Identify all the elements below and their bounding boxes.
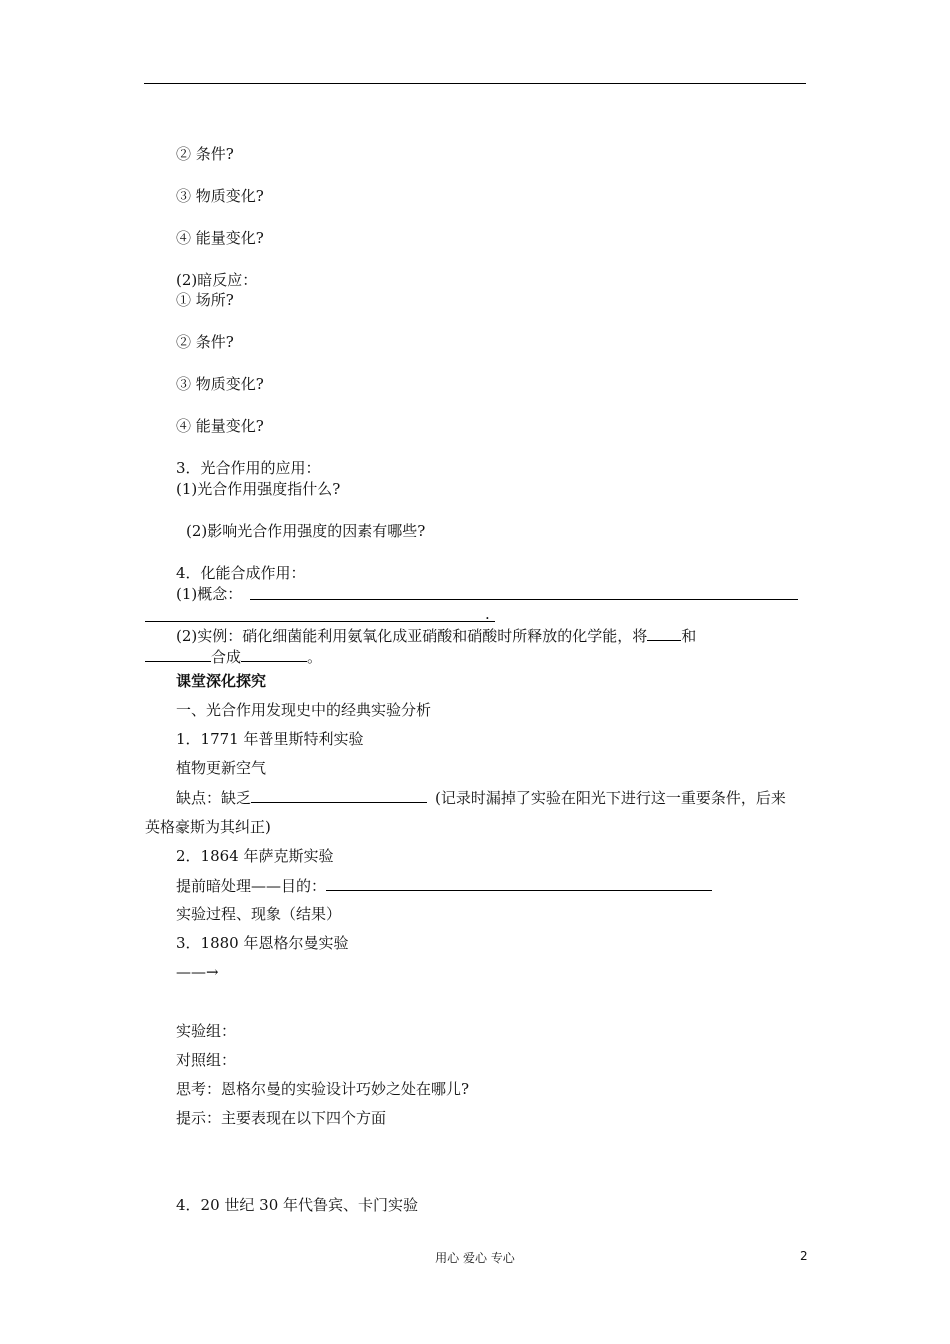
example-prefix: (2)实例：硝化细菌能利用氨氧化成亚硝酸和硝酸时所释放的化学能，将 [176, 627, 648, 645]
example-and: 和 [681, 627, 697, 645]
pretreatment-blank[interactable] [326, 876, 712, 891]
application-heading: 3．光合作用的应用： [176, 459, 321, 477]
experimental-group: 实验组： [176, 1022, 237, 1040]
example-synthesize: 合成 [211, 648, 242, 666]
page-footer: 用心 爱心 专心 [435, 1251, 515, 1265]
exp-engelmann-heading: 3．1880 年恩格尔曼实验 [176, 934, 349, 952]
q-matter-change-1: ③ 物质变化? [176, 187, 264, 205]
q-factors: (2)影响光合作用强度的因素有哪些? [186, 522, 426, 540]
q-condition-2: ② 条件? [176, 333, 234, 351]
pretreatment-label: 提前暗处理——目的： [176, 877, 327, 895]
think-question: 思考：恩格尔曼的实验设计巧妙之处在哪儿? [176, 1080, 470, 1098]
page-number: 2 [800, 1249, 808, 1263]
control-group: 对照组： [176, 1051, 237, 1069]
example-end: 。 [307, 648, 323, 666]
exp-priestley-heading: 1．1771 年普里斯特利实验 [176, 730, 364, 748]
q-matter-change-2: ③ 物质变化? [176, 375, 264, 393]
example-text [176, 626, 696, 645]
dark-pretreatment [176, 876, 712, 895]
example-blank-3[interactable] [241, 647, 307, 662]
example-blank-2[interactable] [145, 647, 211, 662]
flaw-label: 缺点：缺乏 [176, 789, 252, 807]
flaw-note-continued: 英格豪斯为其纠正) [145, 818, 271, 836]
q-location-2: ① 场所? [176, 291, 234, 309]
arrow-icon: ——→ [176, 963, 219, 981]
header-rule [144, 83, 806, 84]
section-title-deepen: 课堂深化探究 [176, 672, 267, 690]
hint-text: 提示：主要表现在以下四个方面 [176, 1109, 387, 1127]
section-one-heading: 一、光合作用发现史中的经典实验分析 [176, 701, 432, 719]
q-energy-change-1: ④ 能量变化? [176, 229, 264, 247]
flaw-blank[interactable] [251, 788, 427, 803]
concept-period: . [485, 605, 490, 623]
q-intensity: (1)光合作用强度指什么? [176, 480, 341, 498]
exp-priestley-result: 植物更新空气 [176, 759, 267, 777]
chemosynthesis-heading: 4．化能合成作用： [176, 564, 306, 582]
q-energy-change-2: ④ 能量变化? [176, 417, 264, 435]
example-blank-1[interactable] [647, 626, 681, 641]
concept-blank-1[interactable] [250, 599, 798, 600]
example-continued [145, 647, 322, 666]
exp-sachs-heading: 2．1864 年萨克斯实验 [176, 847, 334, 865]
concept-blank-2[interactable] [145, 621, 495, 622]
q-condition-1: ② 条件? [176, 145, 234, 163]
exp-priestley-flaw [176, 788, 786, 807]
concept-label: (1)概念： [176, 585, 243, 603]
exp-process: 实验过程、现象（结果） [176, 905, 342, 923]
flaw-note: (记录时漏掉了实验在阳光下进行这一重要条件，后来 [435, 789, 786, 807]
dark-reaction-heading: (2)暗反应： [176, 271, 258, 289]
exp-ruben-kamen-heading: 4．20 世纪 30 年代鲁宾、卡门实验 [176, 1196, 419, 1214]
